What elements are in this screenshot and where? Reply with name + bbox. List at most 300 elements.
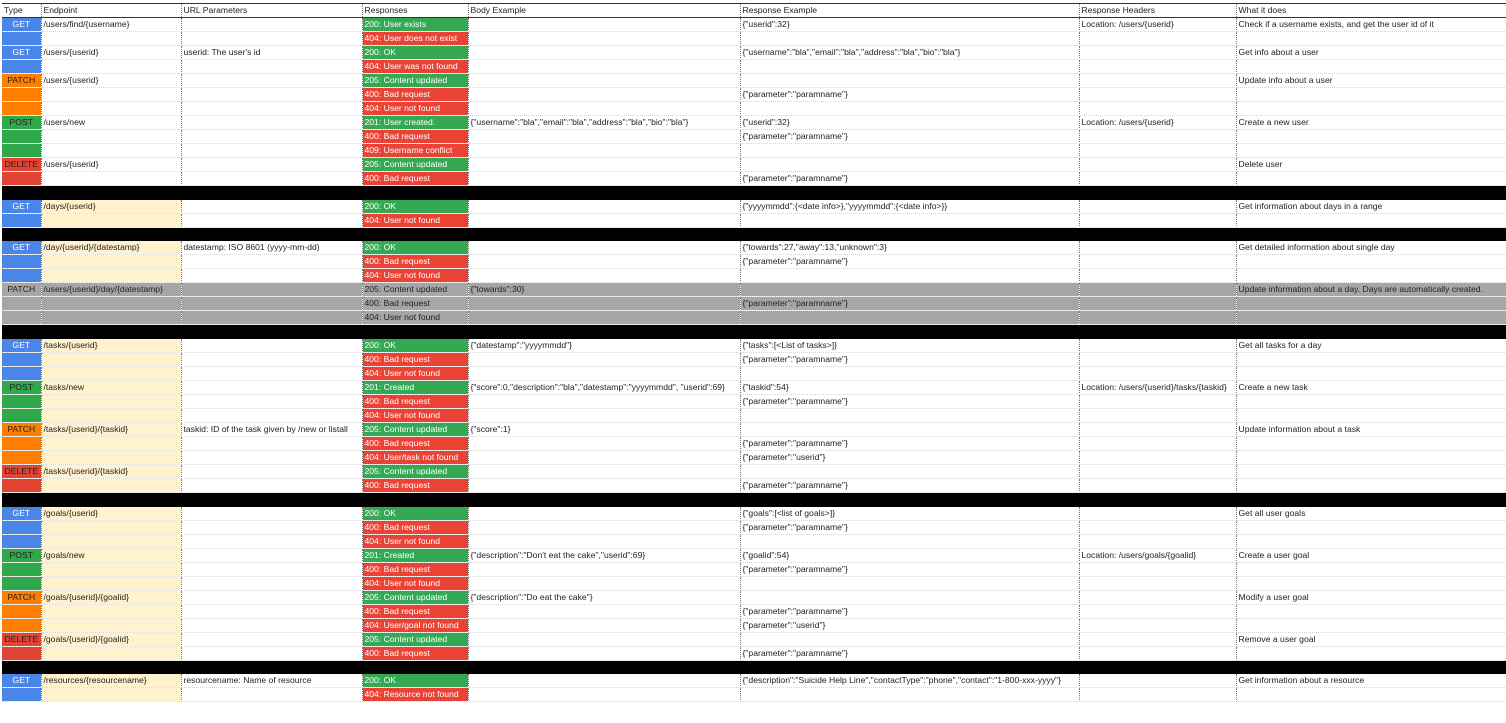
response-headers-cell[interactable] [1079, 437, 1236, 451]
description-cell[interactable]: Create a user goal [1236, 548, 1506, 562]
endpoint-cell[interactable] [41, 395, 181, 409]
description-cell[interactable] [1236, 395, 1506, 409]
type-cell[interactable] [2, 130, 41, 144]
response-example-cell[interactable]: {"parameter":"paramname"} [740, 255, 1079, 269]
response-example-cell[interactable] [740, 60, 1079, 74]
response-cell[interactable]: 400: Bad request [362, 172, 468, 186]
type-cell[interactable] [2, 311, 41, 325]
response-headers-cell[interactable] [1079, 158, 1236, 172]
description-cell[interactable] [1236, 144, 1506, 158]
response-cell[interactable]: 404: User not found [362, 367, 468, 381]
url-params-cell[interactable] [181, 409, 362, 423]
response-cell[interactable]: 205: Content updated [362, 465, 468, 479]
endpoint-cell[interactable]: /users/{userid} [41, 158, 181, 172]
endpoint-cell[interactable]: /resources/{resourcename} [41, 674, 181, 688]
body-example-cell[interactable]: {"description":"Do eat the cake"} [468, 590, 740, 604]
url-params-cell[interactable] [181, 548, 362, 562]
response-example-cell[interactable] [740, 590, 1079, 604]
description-cell[interactable] [1236, 479, 1506, 493]
body-example-cell[interactable] [468, 200, 740, 214]
response-cell[interactable]: 404: User not found [362, 409, 468, 423]
response-example-cell[interactable]: {"parameter":"paramname"} [740, 520, 1079, 534]
response-cell[interactable]: 200: OK [362, 507, 468, 521]
type-cell[interactable]: GET [2, 46, 41, 60]
body-example-cell[interactable]: {"towards":30} [468, 283, 740, 297]
body-example-cell[interactable] [468, 507, 740, 521]
response-cell[interactable]: 200: OK [362, 46, 468, 60]
body-example-cell[interactable] [468, 297, 740, 311]
body-example-cell[interactable] [468, 269, 740, 283]
response-headers-cell[interactable]: Location: /users/{userid}/tasks/{taskid} [1079, 381, 1236, 395]
body-example-cell[interactable] [468, 130, 740, 144]
description-cell[interactable] [1236, 297, 1506, 311]
body-example-cell[interactable] [468, 576, 740, 590]
description-cell[interactable] [1236, 172, 1506, 186]
response-example-cell[interactable]: {"parameter":"paramname"} [740, 130, 1079, 144]
response-headers-cell[interactable] [1079, 632, 1236, 646]
url-params-cell[interactable] [181, 102, 362, 116]
description-cell[interactable] [1236, 353, 1506, 367]
body-example-cell[interactable] [468, 144, 740, 158]
column-header[interactable]: Body Example [468, 4, 740, 18]
body-example-cell[interactable] [468, 520, 740, 534]
response-cell[interactable]: 409: Username conflict [362, 144, 468, 158]
response-headers-cell[interactable] [1079, 88, 1236, 102]
response-cell[interactable]: 205: Content updated [362, 632, 468, 646]
column-header[interactable]: URL Parameters [181, 4, 362, 18]
url-params-cell[interactable] [181, 646, 362, 660]
response-headers-cell[interactable] [1079, 534, 1236, 548]
response-example-cell[interactable] [740, 32, 1079, 46]
url-params-cell[interactable] [181, 88, 362, 102]
response-cell[interactable]: 404: Resource not found [362, 688, 468, 702]
endpoint-cell[interactable] [41, 604, 181, 618]
body-example-cell[interactable] [468, 102, 740, 116]
response-headers-cell[interactable] [1079, 507, 1236, 521]
response-example-cell[interactable]: {"taskid":54} [740, 381, 1079, 395]
body-example-cell[interactable] [468, 465, 740, 479]
description-cell[interactable] [1236, 688, 1506, 702]
response-example-cell[interactable] [740, 102, 1079, 116]
endpoint-cell[interactable]: /users/new [41, 116, 181, 130]
response-example-cell[interactable]: {"yyyymmdd":{<date info>},"yyyymmdd":{<date info>}} [740, 200, 1079, 214]
response-example-cell[interactable] [740, 311, 1079, 325]
type-cell[interactable] [2, 32, 41, 46]
endpoint-cell[interactable] [41, 520, 181, 534]
body-example-cell[interactable] [468, 618, 740, 632]
endpoint-cell[interactable] [41, 618, 181, 632]
url-params-cell[interactable] [181, 18, 362, 32]
description-cell[interactable] [1236, 367, 1506, 381]
description-cell[interactable] [1236, 646, 1506, 660]
response-cell[interactable]: 400: Bad request [362, 479, 468, 493]
response-cell[interactable]: 404: User not found [362, 534, 468, 548]
response-cell[interactable]: 404: User not found [362, 269, 468, 283]
response-example-cell[interactable] [740, 688, 1079, 702]
column-header[interactable]: Response Example [740, 4, 1079, 18]
url-params-cell[interactable] [181, 479, 362, 493]
response-headers-cell[interactable] [1079, 297, 1236, 311]
type-cell[interactable] [2, 297, 41, 311]
url-params-cell[interactable] [181, 562, 362, 576]
response-headers-cell[interactable] [1079, 130, 1236, 144]
type-cell[interactable]: GET [2, 200, 41, 214]
endpoint-cell[interactable] [41, 576, 181, 590]
endpoint-cell[interactable] [41, 255, 181, 269]
response-cell[interactable]: 400: Bad request [362, 297, 468, 311]
url-params-cell[interactable] [181, 339, 362, 353]
url-params-cell[interactable] [181, 269, 362, 283]
body-example-cell[interactable] [468, 395, 740, 409]
description-cell[interactable] [1236, 88, 1506, 102]
type-cell[interactable] [2, 646, 41, 660]
body-example-cell[interactable] [468, 409, 740, 423]
endpoint-cell[interactable] [41, 311, 181, 325]
response-cell[interactable]: 201: Created [362, 548, 468, 562]
type-cell[interactable] [2, 437, 41, 451]
endpoint-cell[interactable] [41, 102, 181, 116]
response-cell[interactable]: 205: Content updated [362, 590, 468, 604]
response-cell[interactable]: 200: OK [362, 674, 468, 688]
description-cell[interactable]: Get all tasks for a day [1236, 339, 1506, 353]
response-headers-cell[interactable] [1079, 674, 1236, 688]
type-cell[interactable] [2, 213, 41, 227]
endpoint-cell[interactable]: /users/find/{username} [41, 18, 181, 32]
response-example-cell[interactable]: {"description":"Suicide Help Line","contactType":"phone","contact":"1-800-xxx-yyyy"} [740, 674, 1079, 688]
description-cell[interactable] [1236, 269, 1506, 283]
endpoint-cell[interactable] [41, 451, 181, 465]
response-cell[interactable]: 400: Bad request [362, 646, 468, 660]
type-cell[interactable] [2, 144, 41, 158]
endpoint-cell[interactable] [41, 32, 181, 46]
body-example-cell[interactable] [468, 646, 740, 660]
url-params-cell[interactable] [181, 381, 362, 395]
response-headers-cell[interactable] [1079, 451, 1236, 465]
description-cell[interactable] [1236, 102, 1506, 116]
url-params-cell[interactable] [181, 520, 362, 534]
response-example-cell[interactable]: {"parameter":"paramname"} [740, 88, 1079, 102]
url-params-cell[interactable] [181, 576, 362, 590]
endpoint-cell[interactable] [41, 130, 181, 144]
response-headers-cell[interactable] [1079, 562, 1236, 576]
type-cell[interactable]: GET [2, 241, 41, 255]
response-example-cell[interactable] [740, 367, 1079, 381]
url-params-cell[interactable] [181, 437, 362, 451]
body-example-cell[interactable] [468, 632, 740, 646]
body-example-cell[interactable]: {"score":0,"description":"bla","datestamp":"yyyymmdd", "userid":69} [468, 381, 740, 395]
type-cell[interactable] [2, 409, 41, 423]
url-params-cell[interactable] [181, 283, 362, 297]
description-cell[interactable]: Check if a username exists, and get the user id of it [1236, 18, 1506, 32]
url-params-cell[interactable]: userid: The user's id [181, 46, 362, 60]
url-params-cell[interactable] [181, 507, 362, 521]
description-cell[interactable]: Get information about days in a range [1236, 200, 1506, 214]
response-example-cell[interactable]: {"parameter":"userid"} [740, 451, 1079, 465]
endpoint-cell[interactable] [41, 367, 181, 381]
response-headers-cell[interactable] [1079, 200, 1236, 214]
type-cell[interactable] [2, 395, 41, 409]
response-headers-cell[interactable] [1079, 520, 1236, 534]
description-cell[interactable] [1236, 437, 1506, 451]
type-cell[interactable]: DELETE [2, 632, 41, 646]
description-cell[interactable]: Modify a user goal [1236, 590, 1506, 604]
description-cell[interactable]: Remove a user goal [1236, 632, 1506, 646]
url-params-cell[interactable] [181, 632, 362, 646]
response-example-cell[interactable]: {"parameter":"paramname"} [740, 395, 1079, 409]
endpoint-cell[interactable] [41, 144, 181, 158]
body-example-cell[interactable] [468, 60, 740, 74]
description-cell[interactable] [1236, 60, 1506, 74]
response-example-cell[interactable] [740, 158, 1079, 172]
response-cell[interactable]: 205: Content updated [362, 74, 468, 88]
response-headers-cell[interactable] [1079, 339, 1236, 353]
response-cell[interactable]: 200: User exists [362, 18, 468, 32]
endpoint-cell[interactable]: /users/{userid} [41, 74, 181, 88]
type-cell[interactable] [2, 102, 41, 116]
url-params-cell[interactable] [181, 590, 362, 604]
response-cell[interactable]: 200: OK [362, 200, 468, 214]
description-cell[interactable]: Update information about a day. Days are automatically created. [1236, 283, 1506, 297]
response-headers-cell[interactable] [1079, 395, 1236, 409]
response-cell[interactable]: 404: User/task not found [362, 451, 468, 465]
column-header[interactable]: Type [2, 4, 41, 18]
response-example-cell[interactable]: {"parameter":"paramname"} [740, 604, 1079, 618]
response-example-cell[interactable] [740, 74, 1079, 88]
response-headers-cell[interactable] [1079, 32, 1236, 46]
endpoint-cell[interactable] [41, 88, 181, 102]
description-cell[interactable] [1236, 576, 1506, 590]
response-headers-cell[interactable] [1079, 646, 1236, 660]
response-example-cell[interactable]: {"userid":32} [740, 116, 1079, 130]
type-cell[interactable]: GET [2, 339, 41, 353]
response-cell[interactable]: 404: User was not found [362, 60, 468, 74]
column-header[interactable]: Response Headers [1079, 4, 1236, 18]
response-headers-cell[interactable] [1079, 74, 1236, 88]
body-example-cell[interactable] [468, 562, 740, 576]
type-cell[interactable]: POST [2, 381, 41, 395]
response-cell[interactable]: 400: Bad request [362, 130, 468, 144]
response-cell[interactable]: 201: User created. [362, 116, 468, 130]
body-example-cell[interactable] [468, 213, 740, 227]
response-example-cell[interactable]: {"parameter":"paramname"} [740, 437, 1079, 451]
type-cell[interactable]: DELETE [2, 465, 41, 479]
response-cell[interactable]: 404: User not found [362, 102, 468, 116]
response-example-cell[interactable] [740, 534, 1079, 548]
response-example-cell[interactable] [740, 213, 1079, 227]
url-params-cell[interactable] [181, 451, 362, 465]
response-cell[interactable]: 404: User not found [362, 213, 468, 227]
endpoint-cell[interactable]: /tasks/{userid} [41, 339, 181, 353]
url-params-cell[interactable] [181, 130, 362, 144]
endpoint-cell[interactable] [41, 646, 181, 660]
body-example-cell[interactable] [468, 241, 740, 255]
endpoint-cell[interactable]: /tasks/{userid}/{taskid} [41, 465, 181, 479]
body-example-cell[interactable] [468, 437, 740, 451]
endpoint-cell[interactable]: /goals/{userid}/{goalid} [41, 590, 181, 604]
url-params-cell[interactable] [181, 213, 362, 227]
response-example-cell[interactable]: {"parameter":"paramname"} [740, 172, 1079, 186]
response-example-cell[interactable]: {"parameter":"paramname"} [740, 479, 1079, 493]
column-header[interactable]: Endpoint [41, 4, 181, 18]
description-cell[interactable]: Create a new task [1236, 381, 1506, 395]
url-params-cell[interactable] [181, 618, 362, 632]
description-cell[interactable] [1236, 604, 1506, 618]
response-example-cell[interactable]: {"goals":[<list of goals>]} [740, 507, 1079, 521]
url-params-cell[interactable] [181, 255, 362, 269]
url-params-cell[interactable] [181, 144, 362, 158]
url-params-cell[interactable] [181, 395, 362, 409]
type-cell[interactable] [2, 255, 41, 269]
response-example-cell[interactable] [740, 632, 1079, 646]
url-params-cell[interactable] [181, 688, 362, 702]
response-headers-cell[interactable] [1079, 367, 1236, 381]
response-example-cell[interactable]: {"tasks":[<List of tasks>]} [740, 339, 1079, 353]
description-cell[interactable] [1236, 311, 1506, 325]
endpoint-cell[interactable]: /tasks/new [41, 381, 181, 395]
response-example-cell[interactable] [740, 576, 1079, 590]
body-example-cell[interactable]: {"datestamp":"yyyymmdd"} [468, 339, 740, 353]
response-cell[interactable]: 400: Bad request [362, 395, 468, 409]
body-example-cell[interactable] [468, 88, 740, 102]
response-headers-cell[interactable]: Location: /users/{userid} [1079, 18, 1236, 32]
type-cell[interactable]: POST [2, 548, 41, 562]
type-cell[interactable] [2, 688, 41, 702]
response-headers-cell[interactable] [1079, 688, 1236, 702]
description-cell[interactable] [1236, 465, 1506, 479]
response-example-cell[interactable]: {"parameter":"paramname"} [740, 297, 1079, 311]
type-cell[interactable] [2, 576, 41, 590]
description-cell[interactable]: Get information about a resource [1236, 674, 1506, 688]
type-cell[interactable] [2, 60, 41, 74]
body-example-cell[interactable] [468, 479, 740, 493]
description-cell[interactable]: Update information about a task [1236, 423, 1506, 437]
type-cell[interactable]: PATCH [2, 283, 41, 297]
body-example-cell[interactable] [468, 18, 740, 32]
endpoint-cell[interactable] [41, 409, 181, 423]
type-cell[interactable] [2, 451, 41, 465]
endpoint-cell[interactable]: /goals/new [41, 548, 181, 562]
description-cell[interactable] [1236, 32, 1506, 46]
endpoint-cell[interactable]: /users/{userid}/day/{datestamp} [41, 283, 181, 297]
response-example-cell[interactable] [740, 465, 1079, 479]
description-cell[interactable]: Delete user [1236, 158, 1506, 172]
response-example-cell[interactable] [740, 269, 1079, 283]
response-cell[interactable]: 205: Content updated [362, 423, 468, 437]
endpoint-cell[interactable] [41, 297, 181, 311]
endpoint-cell[interactable]: /users/{userid} [41, 46, 181, 60]
description-cell[interactable] [1236, 451, 1506, 465]
body-example-cell[interactable]: {"score":1} [468, 423, 740, 437]
response-headers-cell[interactable] [1079, 102, 1236, 116]
type-cell[interactable]: POST [2, 116, 41, 130]
type-cell[interactable]: PATCH [2, 74, 41, 88]
description-cell[interactable]: Get info about a user [1236, 46, 1506, 60]
endpoint-cell[interactable] [41, 437, 181, 451]
response-headers-cell[interactable] [1079, 255, 1236, 269]
response-example-cell[interactable] [740, 409, 1079, 423]
response-example-cell[interactable]: {"towards":27,"away":13,"unknown":3} [740, 241, 1079, 255]
body-example-cell[interactable] [468, 255, 740, 269]
endpoint-cell[interactable] [41, 172, 181, 186]
description-cell[interactable]: Get detailed information about single day [1236, 241, 1506, 255]
response-headers-cell[interactable] [1079, 576, 1236, 590]
body-example-cell[interactable] [468, 158, 740, 172]
response-cell[interactable]: 404: User not found [362, 311, 468, 325]
url-params-cell[interactable] [181, 32, 362, 46]
response-cell[interactable]: 200: OK [362, 339, 468, 353]
type-cell[interactable] [2, 562, 41, 576]
url-params-cell[interactable] [181, 74, 362, 88]
url-params-cell[interactable] [181, 172, 362, 186]
response-headers-cell[interactable] [1079, 311, 1236, 325]
type-cell[interactable] [2, 520, 41, 534]
url-params-cell[interactable]: taskid: ID of the task given by /new or listall [181, 423, 362, 437]
description-cell[interactable]: Create a new user [1236, 116, 1506, 130]
description-cell[interactable]: Update info about a user [1236, 74, 1506, 88]
response-cell[interactable]: 400: Bad request [362, 604, 468, 618]
response-example-cell[interactable] [740, 283, 1079, 297]
response-cell[interactable]: 205: Content updated [362, 283, 468, 297]
endpoint-cell[interactable] [41, 534, 181, 548]
type-cell[interactable] [2, 269, 41, 283]
url-params-cell[interactable] [181, 158, 362, 172]
response-example-cell[interactable] [740, 144, 1079, 158]
response-cell[interactable]: 400: Bad request [362, 437, 468, 451]
response-headers-cell[interactable]: Location: /users/{userid} [1079, 116, 1236, 130]
response-headers-cell[interactable] [1079, 60, 1236, 74]
url-params-cell[interactable] [181, 311, 362, 325]
body-example-cell[interactable]: {"username":"bla","email":"bla","address":"bla","bio":"bla"} [468, 116, 740, 130]
response-headers-cell[interactable] [1079, 172, 1236, 186]
response-headers-cell[interactable] [1079, 269, 1236, 283]
description-cell[interactable] [1236, 618, 1506, 632]
type-cell[interactable] [2, 479, 41, 493]
description-cell[interactable] [1236, 534, 1506, 548]
response-headers-cell[interactable] [1079, 144, 1236, 158]
response-cell[interactable]: 404: User does not exist [362, 32, 468, 46]
endpoint-cell[interactable]: /days/{userid} [41, 200, 181, 214]
response-cell[interactable]: 400: Bad request [362, 520, 468, 534]
body-example-cell[interactable] [468, 367, 740, 381]
description-cell[interactable] [1236, 409, 1506, 423]
response-example-cell[interactable]: {"parameter":"paramname"} [740, 353, 1079, 367]
description-cell[interactable] [1236, 255, 1506, 269]
column-header[interactable]: What it does [1236, 4, 1506, 18]
type-cell[interactable]: GET [2, 18, 41, 32]
endpoint-cell[interactable] [41, 479, 181, 493]
response-example-cell[interactable]: {"userid":32} [740, 18, 1079, 32]
endpoint-cell[interactable] [41, 688, 181, 702]
type-cell[interactable]: GET [2, 674, 41, 688]
endpoint-cell[interactable]: /goals/{userid} [41, 507, 181, 521]
response-example-cell[interactable] [740, 423, 1079, 437]
url-params-cell[interactable] [181, 367, 362, 381]
response-cell[interactable]: 404: User not found [362, 576, 468, 590]
body-example-cell[interactable] [468, 604, 740, 618]
response-headers-cell[interactable] [1079, 241, 1236, 255]
body-example-cell[interactable] [468, 46, 740, 60]
response-cell[interactable]: 200: OK [362, 241, 468, 255]
body-example-cell[interactable] [468, 32, 740, 46]
description-cell[interactable]: Get all user goals [1236, 507, 1506, 521]
response-cell[interactable]: 201: Created [362, 381, 468, 395]
type-cell[interactable] [2, 534, 41, 548]
description-cell[interactable] [1236, 520, 1506, 534]
type-cell[interactable] [2, 618, 41, 632]
url-params-cell[interactable]: datestamp: ISO 8601 (yyyy-mm-dd) [181, 241, 362, 255]
type-cell[interactable]: DELETE [2, 158, 41, 172]
response-example-cell[interactable]: {"username":"bla","email":"bla","address":"bla","bio":"bla"} [740, 46, 1079, 60]
